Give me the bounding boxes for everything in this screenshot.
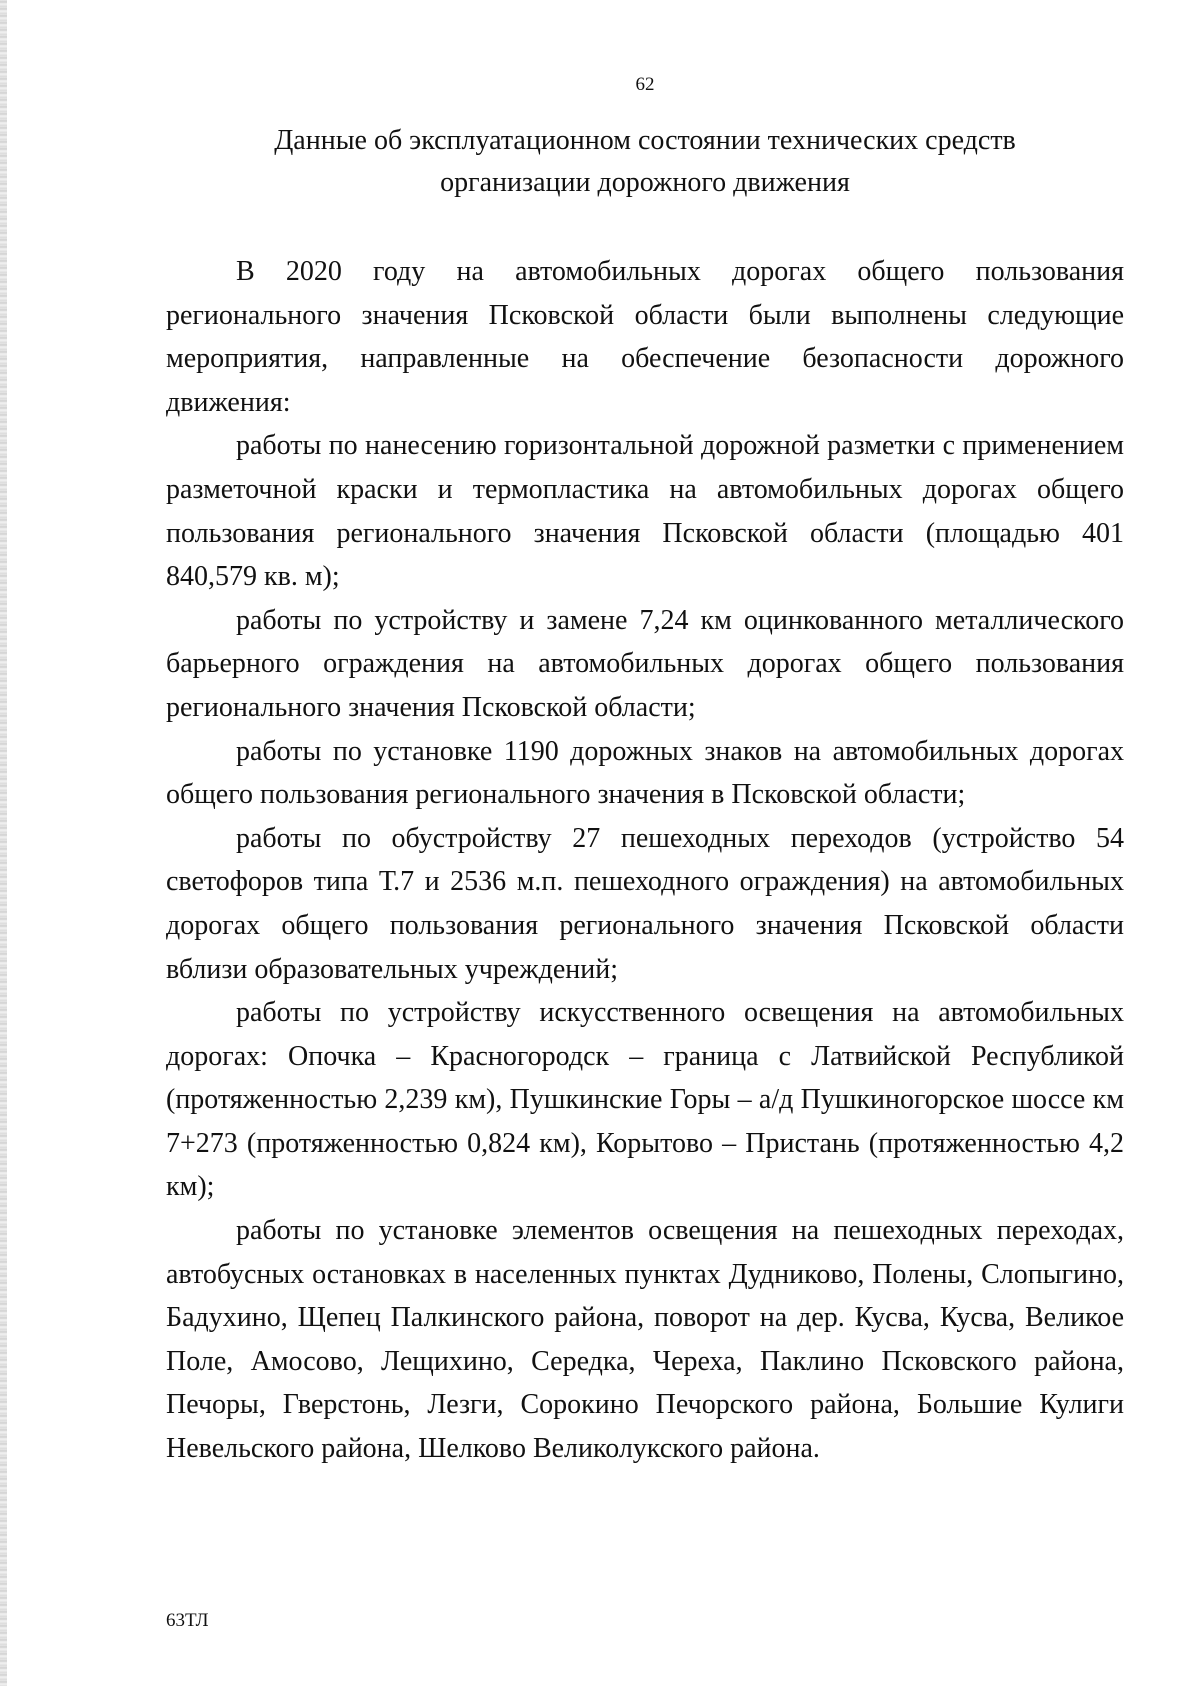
paragraph-artificial-lighting: работы по устройству искусственного освещения на автомобильных дорогах: Опочка – Красногородск – граница с Латвийской Республикой (протяженностью 2,239 км), Пушкинские Горы – а/д Пушкиногорское шоссе км 7+273 (протяженностью 0,824 км), Корытово – Пристань (протяженностью 4,2 км); — [166, 997, 1124, 1203]
paragraph-pedestrian-crossings: работы по обустройству 27 пешеходных переходов (устройство 54 светофоров типа Т.7 и 2536 м.п. пешеходного ограждения) на автомобильных дорогах общего пользования регионального значения Псковской области вблизи образовательных учреждений; — [166, 822, 1124, 985]
document-title-line: организации дорожного движения — [440, 167, 850, 198]
paragraph-road-signs: работы по установке 1190 дорожных знаков на автомобильных дорогах общего пользования регионального значения в Псковской области; — [166, 735, 1124, 811]
scan-edge-artifact — [0, 0, 7, 1686]
page-number: 62 — [635, 74, 655, 95]
paragraph-barrier-fence: работы по устройству и замене 7,24 км оцинкованного металлического барьерного ограждения на автомобильных дорогах общего пользования регионального значения Псковской области; — [166, 604, 1124, 723]
document-title — [160, 120, 1130, 204]
paragraph-road-marking: работы по нанесению горизонтальной дорожной разметки с применением разметочной краски и термопластика на автомобильных дорогах общего пользования регионального значения Псковской области (площадью 401 840,579 кв. м); — [166, 430, 1124, 593]
paragraph-lighting-elements: работы по установке элементов освещения на пешеходных переходах, автобусных остановках в населенных пунктах Дудниково, Полены, Слопыгино, Бадухино, Щепец Палкинского района, поворот на дер. Кусва, Кусва, Великое Поле, Амосово, Лещихино, Середка, Череха, Паклино Псковского района, Печоры, Гверстонь, Лезги, Сорокино Печорского района, Большие Кулиги Невельского района, Шелково Великолукского района. — [166, 1215, 1124, 1465]
document-body — [166, 250, 1124, 1471]
document-title-line: Данные об эксплуатационном состоянии технических средств — [274, 125, 1016, 156]
footer-code: 63ТЛ — [166, 1610, 209, 1631]
paragraph-intro: В 2020 году на автомобильных дорогах общего пользования регионального значения Псковской области были выполнены следующие мероприятия, направленные на обеспечение безопасности дорожного движения: — [166, 256, 1124, 418]
